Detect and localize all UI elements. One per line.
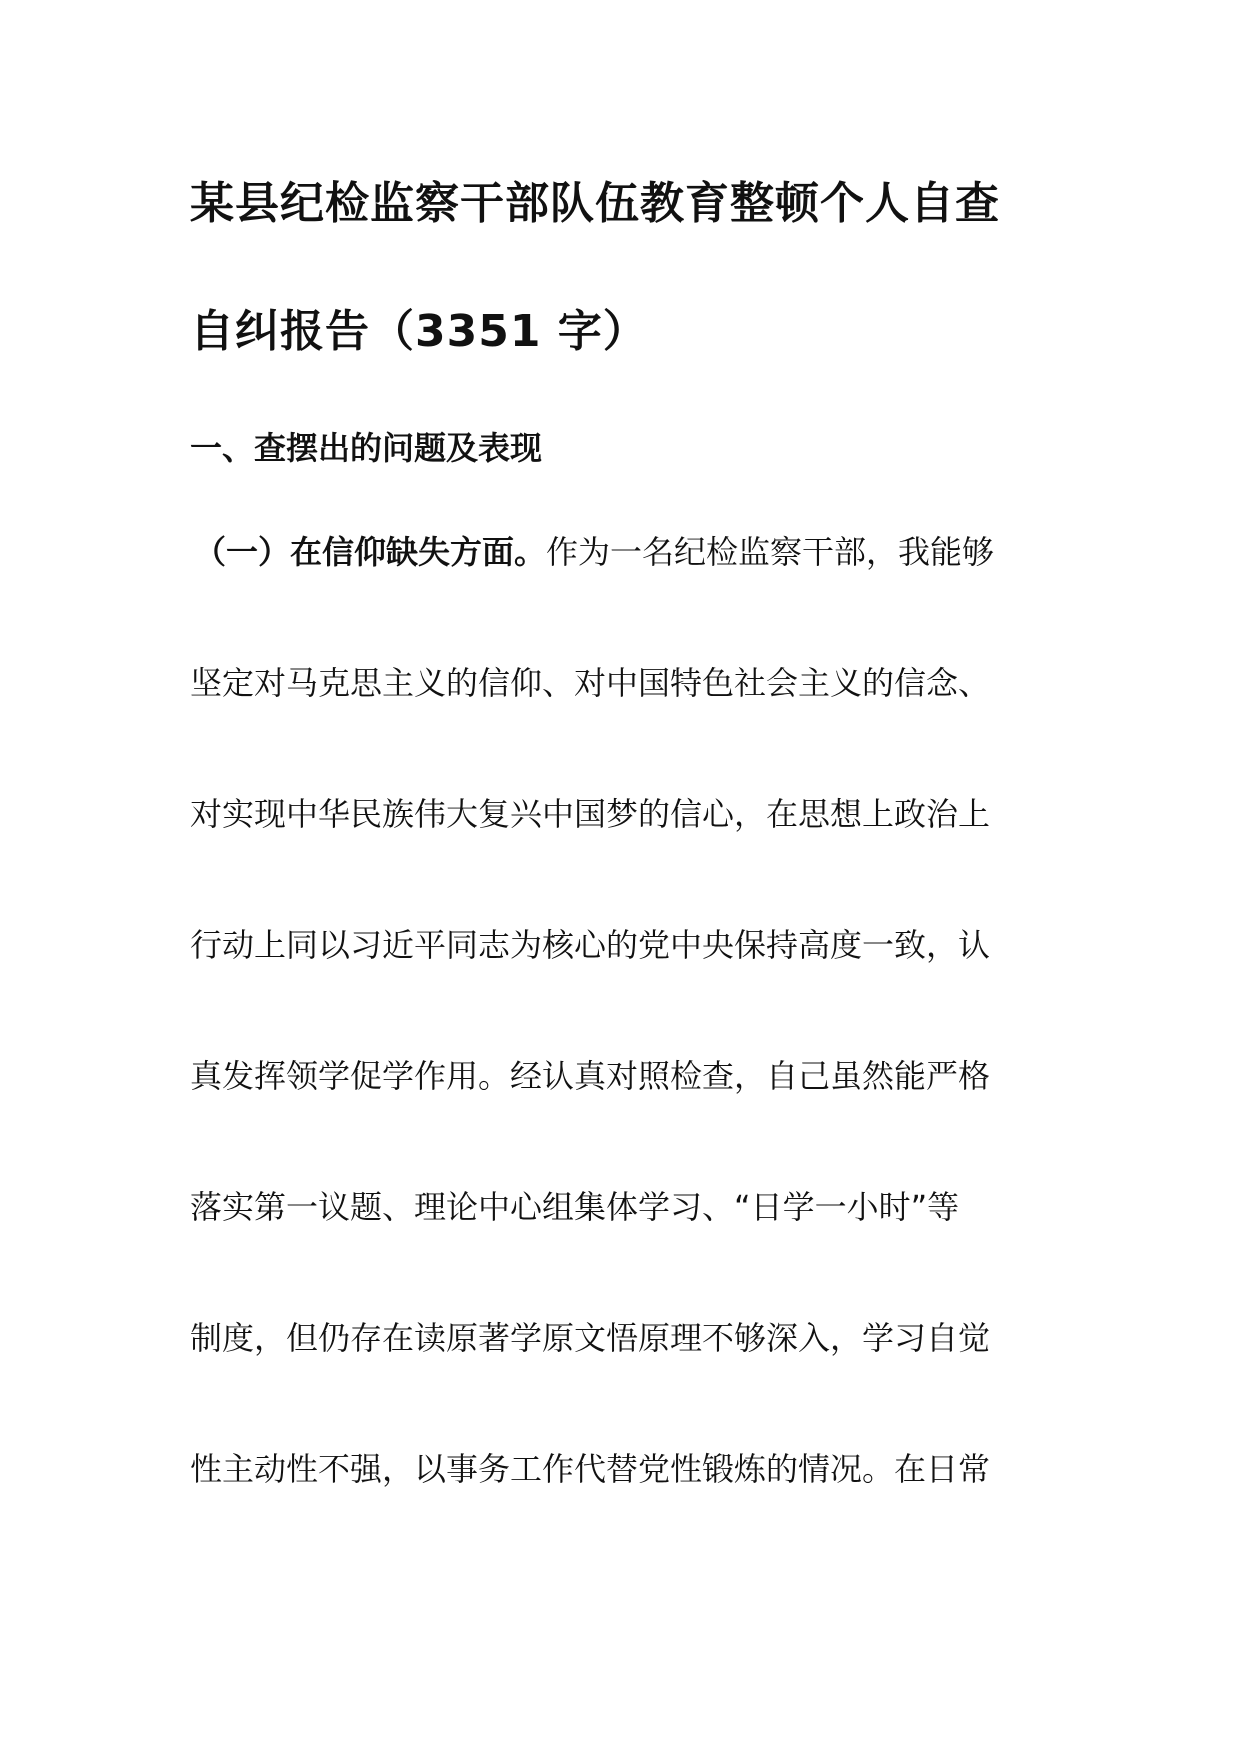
paragraph-line-4: 行动上同以习近平同志为核心的党中央保持高度一致，认 bbox=[190, 926, 991, 964]
paragraph-line-8: 性主动性不强，以事务工作代替党性锻炼的情况。在日常 bbox=[190, 1450, 991, 1488]
paragraph-line-2: 坚定对马克思主义的信仰、对中国特色社会主义的信念、 bbox=[190, 664, 991, 702]
section-heading: 一、查摆出的问题及表现 bbox=[190, 429, 543, 467]
paragraph-line-1 bbox=[194, 532, 1064, 572]
document-title-line-2: 自纠报告（3351 字） bbox=[190, 306, 648, 357]
paragraph-line-3: 对实现中华民族伟大复兴中国梦的信心，在思想上政治上 bbox=[190, 795, 991, 833]
paragraph-line-7: 制度，但仍存在读原著学原文悟原理不够深入，学习自觉 bbox=[190, 1319, 991, 1357]
paragraph-lead-bold: （一）在信仰缺失方面。 bbox=[194, 533, 547, 571]
document-title-line-1: 某县纪检监察干部队伍教育整顿个人自查 bbox=[190, 178, 1000, 229]
paragraph-lead-text: 作为一名纪检监察干部，我能够 bbox=[546, 533, 995, 571]
paragraph-line-5: 真发挥领学促学作用。经认真对照检查，自己虽然能严格 bbox=[190, 1057, 991, 1095]
paragraph-line-6: 落实第一议题、理论中心组集体学习、“日学一小时”等 bbox=[190, 1188, 960, 1226]
